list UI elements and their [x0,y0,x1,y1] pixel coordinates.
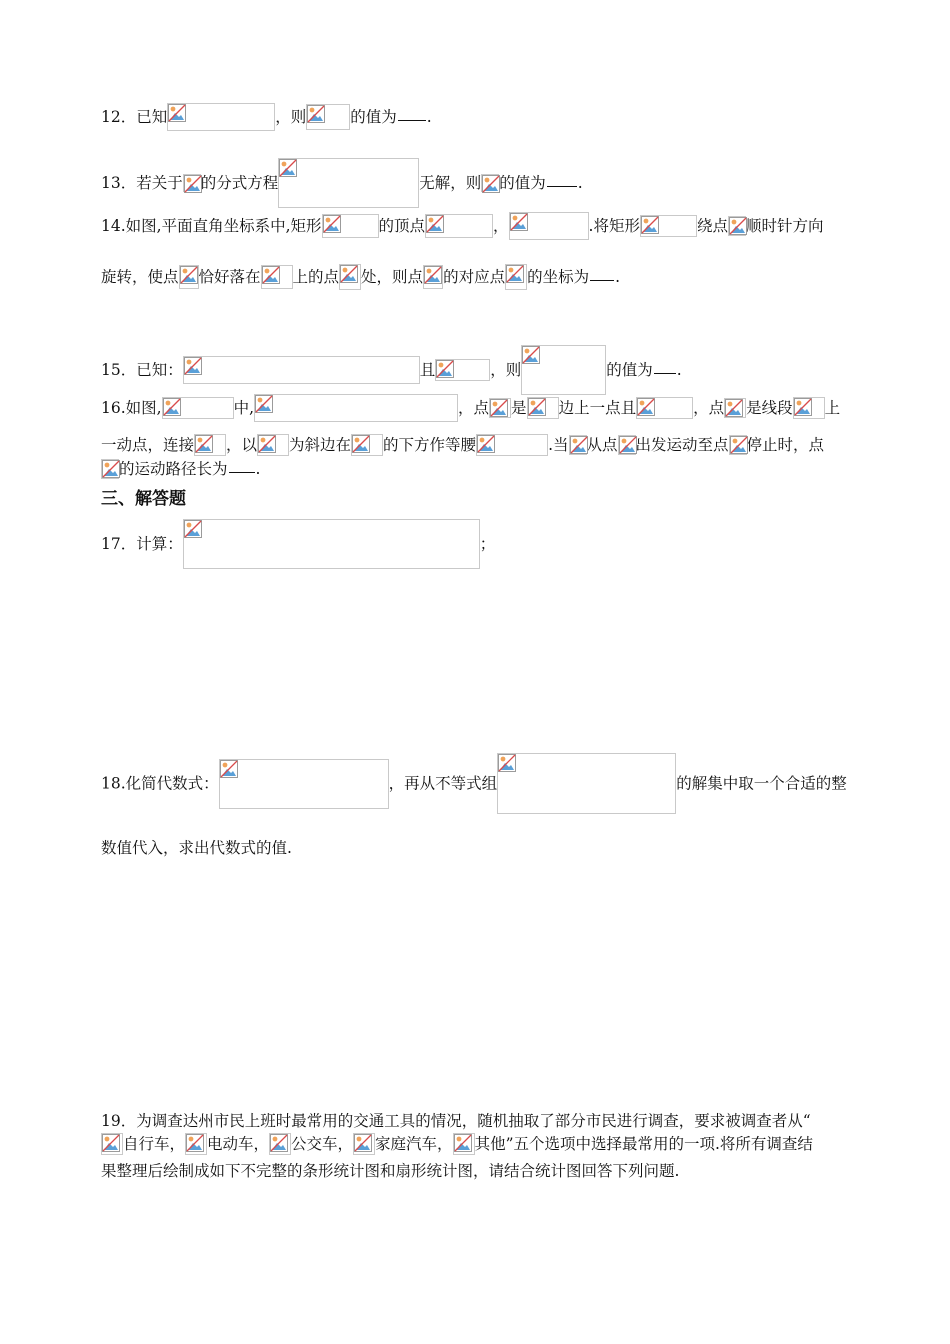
question-15 [101,345,682,395]
formula-image [353,1133,375,1155]
text: 停止时，点 [746,436,825,454]
text: 如图, [125,399,162,417]
broken-image-icon [180,266,198,284]
text: 已知： [136,361,183,379]
question-number: 18. [101,774,126,793]
text: 计算： [136,535,183,553]
broken-image-icon [220,760,238,778]
formula-image [257,434,289,456]
text: ，点 [458,399,490,417]
text: 从点 [586,436,618,454]
formula-image [306,104,350,130]
formula-image [569,435,587,455]
broken-image-icon [270,1134,288,1152]
text: 如图,平面直角坐标系中,矩形 [125,217,322,235]
question-number: 17． [101,535,137,553]
text: 为调查达州市民上班时最常用的交通工具的情况，随机抽取了部分市民进行调查，要求被调查者从“ [136,1112,811,1130]
formula-image [351,434,383,456]
broken-image-icon [477,435,495,453]
broken-image-icon [482,175,500,193]
text: ，则 [490,361,522,379]
broken-image-icon [794,398,812,416]
question-19-line-1 [101,1110,811,1131]
formula-image [254,394,458,422]
question-number: 14. [101,217,126,235]
broken-image-icon [168,104,186,122]
formula-image [636,397,693,419]
text: 是 [511,399,527,417]
broken-image-icon [619,436,637,454]
formula-image [476,434,548,456]
formula-image [435,359,490,381]
text: ，点 [693,399,725,417]
question-19-line-3 [101,1160,679,1181]
text: 上 [824,399,841,417]
text: 恰好落在 [198,268,261,286]
broken-image-icon [424,266,442,284]
text: 化简代数式： [125,774,219,793]
broken-image-icon [102,1134,120,1152]
broken-image-icon [570,436,588,454]
text: 的值为 [350,108,397,126]
formula-image [453,1133,475,1155]
text: ； [479,535,496,553]
text: 若关于 [136,174,183,192]
broken-image-icon [323,215,341,233]
broken-image-icon [522,346,540,364]
formula-image [618,435,636,455]
broken-image-icon [258,435,276,453]
formula-image [101,1133,123,1155]
question-12 [101,103,432,131]
formula-image [261,265,293,289]
text: 一动点，连接 [101,436,195,454]
text: 处，则点 [361,268,424,286]
text: 的解集中取一个合适的整 [676,774,847,793]
question-18-line-2 [101,837,292,858]
text: 家庭汽车， [375,1135,453,1153]
text: 的坐标为 [527,268,590,286]
answer-blank [654,373,676,374]
formula-image [183,519,480,569]
broken-image-icon [454,1134,472,1152]
broken-image-icon [262,266,280,284]
broken-image-icon [506,265,524,283]
broken-image-icon [340,265,358,283]
formula-image [793,397,825,419]
text: 上的点 [292,268,340,286]
formula-image [339,264,361,290]
text: 的顶点 [378,217,426,235]
formula-image [167,103,275,131]
broken-image-icon [184,357,202,375]
formula-image [278,158,419,208]
formula-image [481,174,499,192]
text: 的值为 [606,361,653,379]
section-heading: 三、解答题 [101,489,186,509]
formula-image [162,397,234,419]
broken-image-icon [102,460,120,478]
broken-image-icon [184,520,202,538]
question-16-line-2 [101,434,824,456]
text: 旋转，使点 [101,268,179,286]
text: . [426,108,432,126]
formula-image [497,753,676,814]
text: 的下方作等腰 [383,436,477,454]
text: 为斜边在 [289,436,352,454]
text: 无解，则 [419,174,482,192]
text: .当 [548,436,569,454]
formula-image [269,1133,291,1155]
formula-image [183,356,420,384]
text: 电动车， [207,1135,270,1153]
text: 其他”五个选项中选择最常用的一项.将所有调查结 [474,1135,813,1153]
broken-image-icon [637,398,655,416]
question-number: 12． [101,108,137,126]
broken-image-icon [426,215,444,233]
broken-image-icon [528,398,546,416]
text: 果整理后绘制成如下不完整的条形统计图和扇形统计图，请结合统计图回答下列问题. [101,1162,680,1180]
formula-image [527,397,559,419]
broken-image-icon [498,754,516,772]
text: 公交车， [291,1135,354,1153]
question-number: 19． [101,1112,137,1130]
formula-image [179,265,199,289]
text: 数值代入，求出代数式的值. [101,839,292,857]
formula-image [185,1133,207,1155]
text: 边上一点且 [558,399,637,417]
broken-image-icon [184,175,202,193]
broken-image-icon [195,435,213,453]
question-13 [101,158,583,208]
formula-image [728,216,746,236]
broken-image-icon [307,105,325,123]
broken-image-icon [436,360,454,378]
question-number: 16. [101,399,126,417]
broken-image-icon [730,436,748,454]
formula-image [183,174,201,192]
text: ，以 [226,436,258,454]
formula-image [729,435,747,455]
formula-image [505,264,527,290]
broken-image-icon [354,1134,372,1152]
formula-image [724,398,746,418]
broken-image-icon [352,435,370,453]
text: . [615,268,621,286]
text: . [676,361,682,379]
text: 的对应点 [443,268,506,286]
question-14-line-1 [101,212,824,240]
question-16-line-1 [101,394,840,422]
broken-image-icon [255,395,273,413]
question-number: 13． [101,174,137,192]
text: 的运动路径长为 [119,460,228,478]
broken-image-icon [186,1134,204,1152]
text: 出发运动至点 [635,436,729,454]
broken-image-icon [490,399,508,417]
answer-blank [590,280,614,281]
text: 是线段 [746,399,793,417]
formula-image [219,759,389,809]
text: ， [493,217,509,235]
broken-image-icon [725,399,743,417]
formula-image [640,215,697,237]
formula-image [322,214,379,238]
text: 已知 [136,108,168,126]
broken-image-icon [641,216,659,234]
text: 中, [233,399,255,417]
text: 且 [419,361,436,379]
broken-image-icon [729,217,747,235]
text: 绕点 [696,217,728,235]
question-17 [101,519,495,569]
question-18-line-1 [101,753,847,814]
text: 的分式方程 [200,174,279,192]
text: . [577,174,583,192]
question-16-line-3 [101,458,260,479]
formula-image [509,212,589,240]
question-number: 15． [101,361,137,379]
broken-image-icon [163,398,181,416]
question-14-line-2 [101,264,620,290]
text: 顺时针方向 [746,217,824,235]
answer-blank [229,472,255,473]
text: 的值为 [499,174,546,192]
question-19-line-2 [101,1133,813,1155]
formula-image [489,398,511,418]
text: ，再从不等式组 [388,774,498,793]
formula-image [194,434,226,456]
text: 自行车， [123,1135,186,1153]
formula-image [425,214,493,238]
text: ，则 [275,108,307,126]
broken-image-icon [279,159,297,177]
text: .将矩形 [588,217,640,235]
broken-image-icon [510,213,528,231]
formula-image [423,265,443,289]
formula-image [521,345,606,395]
formula-image [101,459,119,479]
answer-blank [398,120,426,121]
text: . [255,460,261,478]
answer-blank [547,186,577,187]
